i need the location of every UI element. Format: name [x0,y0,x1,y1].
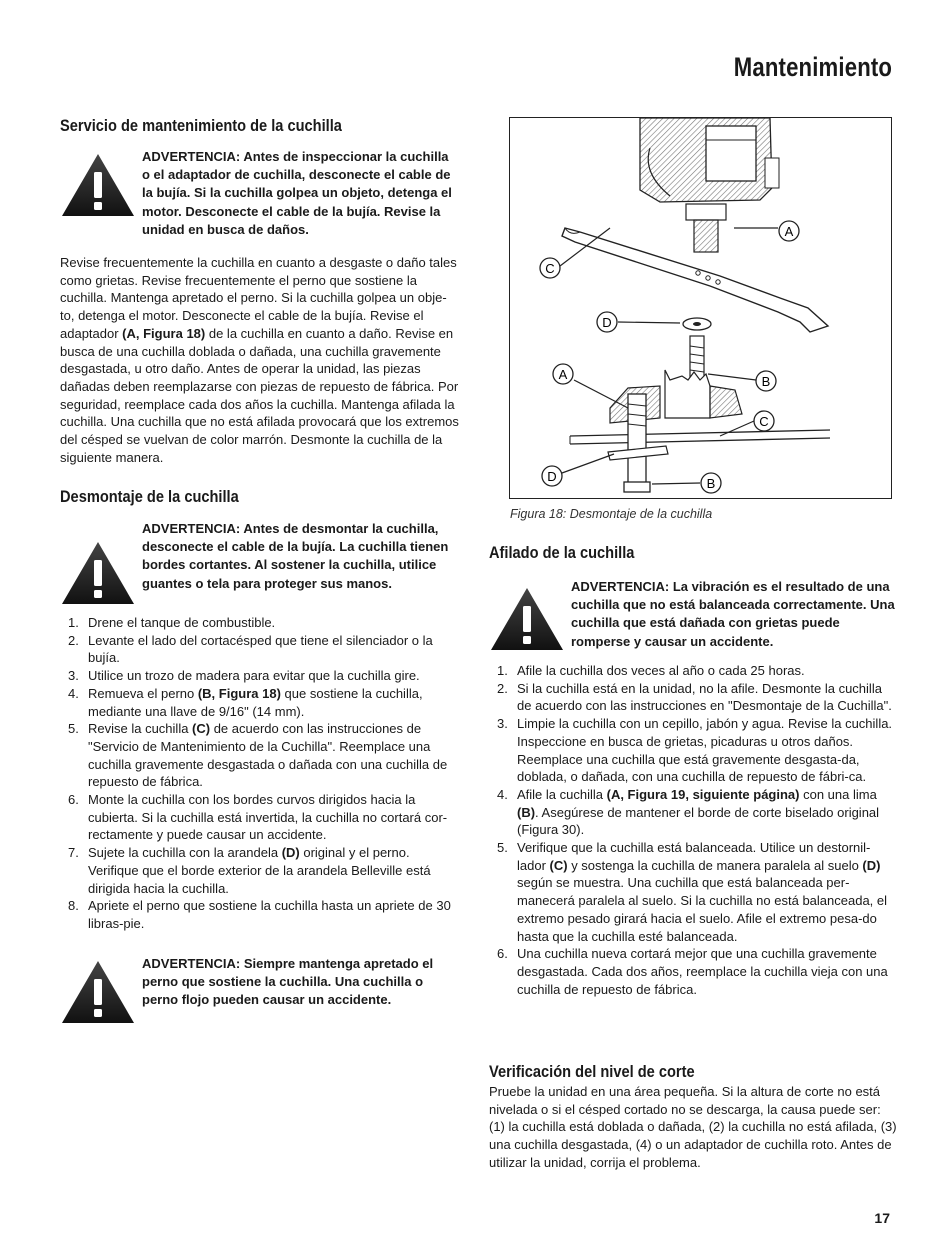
page-title: Mantenimiento [733,52,892,82]
reference-text: (C) [549,857,568,873]
list-item [60,844,460,897]
list-item-text: con una lima [799,786,877,802]
warning-triangle-icon [60,540,136,606]
warning-text: ADVERTENCIA: Antes de inspeccionar la cuchilla o el adaptador de cuchilla, desconecte el cable de la bujía. Si la cuchilla golpea un objeto, detenga el motor. Desconecte el cable de la bujía. Revise la unidad en busca de daños. [142,149,452,237]
list-item-text: Revise la cuchilla [88,721,193,737]
reference-text: (B, Figura 18) [197,685,281,701]
list-item [60,685,460,720]
warning-text: ADVERTENCIA: La vibración es el resultado de una cuchilla que no está balanceada correctamente. Una cuchilla que está dañada con grietas puede romperse y causar un accidente. [571,579,895,649]
list-item-number: 1. [497,663,508,678]
list-item-text: según se muestra. Una cuchilla que está balanceada per-manecerá paralela al suelo. Si la cuchilla no está balanceada, el extremo pesado girará hacia el suelo. Afile el extremo pesa-do hasta que la cuchilla esté balanceada. [517,875,888,944]
list-item-number: 3. [497,716,508,732]
page-number: 17 [874,1210,890,1226]
section-title-blade-service: Servicio de mantenimiento de la cuchilla [60,116,342,135]
svg-text:B: B [706,476,716,491]
list-item-number: 4. [497,786,508,802]
warning-text: ADVERTENCIA: Siempre mantenga apretado el perno que sostiene la cuchilla. Una cuchilla o perno flojo pueden causar un accidente. [142,956,434,1008]
list-item-text: Monte la cuchilla con los bordes curvos dirigidos hacia la cubierta. Si la cuchilla está invertida, la cuchilla no cortará cor-rectamente y puede causar un accidente. [88,792,448,843]
paragraph-cut-level: Pruebe la unidad en una área pequeña. Si la altura de corte no está nivelada o si el césped cortado no se descarga, la causa puede ser: (1) la cuchilla está doblada o dañada, (2) la cuchilla no está afilada, (3) una cuchilla desgastada, (4) o un adaptador de cuchilla roto. Antes de utilizar la unidad, corrija el problema. [489,1084,897,1170]
reference-text: (A, Figura 19, siguiente página) [606,786,800,802]
list-item-text: . Asegúrese de mantener el borde de corte biselado original (Figura 30). [517,804,880,838]
callout-c-section [754,411,774,431]
list-item [489,839,899,945]
callout-a-top [779,221,799,241]
callout-d-section [542,466,562,486]
list-item-text: Una cuchilla nueva cortará mejor que una cuchilla gravemente desgastada. Cada dos años, reemplace la cuchilla vieja con una cuchilla de repuesto de fábrica. [517,946,888,997]
svg-text:A: A [558,367,568,382]
blade-assembly-illustration [510,118,891,498]
list-item-number: 5. [68,721,79,737]
list-item-number: 7. [68,845,79,861]
callout-a-section [553,364,573,384]
list-item [489,945,899,998]
list-item-text: Utilice un trozo de madera para evitar que la cuchilla gire. [88,668,420,684]
svg-text:D: D [602,315,612,330]
list-item [60,720,460,791]
callout-c-left [540,258,560,278]
paragraph-blade-inspection: Revise frecuentemente la cuchilla en cuanto a desgaste o daño tales como grietas. Revise frecuentemente el perno que sostiene la cuchilla. Mantenga apretado el perno. Si la cuchilla golpea un obje-to, detenga el motor. Desconecte el cable de la bujía. Revise el adaptador (A, Figura 18) de la cuchilla en cuanto a daño. Revise en busca de una cuchilla doblada o dañada, una cuchilla gravemente desgastada, u otro daño. Antes de operar la unidad, las piezas dañadas deben reemplazarse con piezas de repuesto de fábrica. Por seguridad, reemplace cada dos años la cuchilla. Mantenga afilada la cuchilla. Una cuchilla que no está afilada provocará que los extremos del césped se vuelvan de color marrón. Desmonte la cuchilla de la siguiente manera. [60,255,459,465]
reference-text: (D) [862,857,881,873]
list-item [60,632,460,667]
list-item-number: 2. [68,632,79,648]
list-item-text: Verifique que la cuchilla está balanceada. Utilice un destornil-lador [517,840,871,873]
list-item-number: 8. [68,898,79,914]
reference-text: (D) [281,845,300,861]
list-item [60,897,460,932]
list-item [489,715,899,786]
list-item [489,680,899,715]
warning-triangle-icon [489,586,565,652]
warning-triangle-icon [60,959,136,1025]
list-item-text: Remueva el perno [88,685,198,701]
svg-text:C: C [759,414,769,429]
list-item-text: Sujete la cuchilla con la arandela [88,845,282,861]
list-item [60,614,460,632]
section-title-blade-removal: Desmontaje de la cuchilla [60,487,239,506]
figure-caption: Figura 18: Desmontaje de la cuchilla [510,507,713,521]
svg-text:A: A [784,224,794,239]
list-item-text: Afile la cuchilla dos veces al año o cada 25 horas. [517,663,805,678]
list-item [60,791,460,844]
list-item-text: Levante el lado del cortacésped que tiene el silenciador o la bujía. [88,632,433,666]
svg-text:C: C [545,261,555,276]
callout-b-bottom [701,473,721,493]
callout-d-mid [597,312,617,332]
svg-text:D: D [547,469,557,484]
list-item-text: Afile la cuchilla [517,786,607,802]
warning-text: ADVERTENCIA: Antes de desmontar la cuchilla, desconecte el cable de la bujía. La cuchilla tienen bordes cortantes. Al sostener la cuchilla, utilice guantes o tela para proteger sus manos. [142,521,449,591]
list-item-number: 5. [497,840,508,856]
list-item-number: 6. [68,792,79,808]
reference-text: (B) [517,804,536,820]
callout-b-mid [756,371,776,391]
list-item-text: Si la cuchilla está en la unidad, no la afile. Desmonte la cuchilla de acuerdo con las instrucciones en "Desmontaje de la Cuchilla". [517,680,892,714]
list-item-text: de acuerdo con las instrucciones de "Servicio de Mantenimiento de la Cuchilla". Reemplace una cuchilla gravemente desgastada o dañada con una cuchilla de repuesto de fábrica. [88,721,448,790]
list-item-text: Apriete el perno que sostiene la cuchilla hasta un apriete de 30 libras-pie. [88,898,451,931]
list-item [489,786,899,839]
list-item-number: 6. [497,946,508,962]
section-title-cut-level: Verificación del nivel de corte [489,1062,695,1081]
list-item-text: Limpie la cuchilla con un cepillo, jabón y agua. Revise la cuchilla. Inspeccione en busca de grietas, picaduras u otros daños. Reemplace una cuchilla que está gravemente desgasta-da, doblada, o dañada, con una cuchilla de repuesto de fábri-ca. [517,716,893,785]
list-item [60,667,460,685]
list-item-text: que sostiene la cuchilla, mediante una llave de 9/16" (14 mm). [88,685,423,719]
figure-18-blade-removal [509,117,892,499]
list-item-number: 4. [68,685,79,701]
section-title-blade-sharpening: Afilado de la cuchilla [489,543,635,562]
list-item-number: 3. [68,668,79,684]
warning-triangle-icon [60,152,136,218]
list-item-number: 2. [497,680,508,696]
reference-text: (C) [192,721,211,737]
list-item-number: 1. [68,615,79,630]
removal-steps-list [60,614,460,933]
list-item [489,662,899,680]
list-item-text: Drene el tanque de combustible. [88,615,276,630]
sharpening-steps-list [489,662,899,998]
svg-text:B: B [761,374,771,389]
list-item-text: y sostenga la cuchilla de manera paralela al suelo [567,857,863,873]
list-item-text: original y el perno. Verifique que el borde exterior de la arandela Belleville está dirigida hacia la cuchilla. [88,845,431,896]
